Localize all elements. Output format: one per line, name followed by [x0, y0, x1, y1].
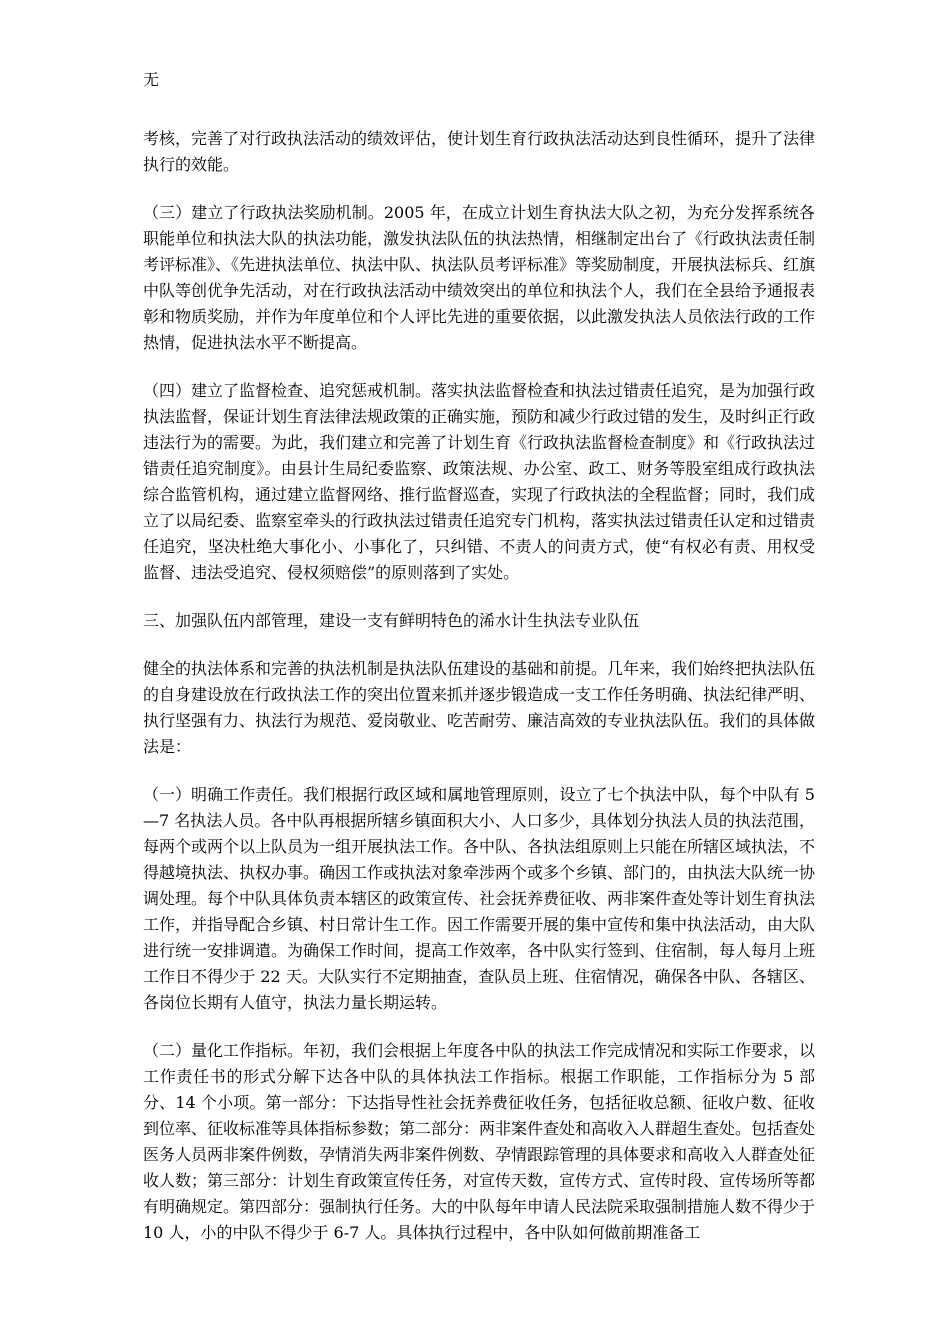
page-header-text: 无 [143, 70, 160, 89]
section-heading-team-management: 三、加强队伍内部管理，建设一支有鲜明特色的浠水计生执法专业队伍 [143, 611, 640, 630]
paragraph-reward-mechanism: （三）建立了行政执法奖励机制。2005 年，在成立计划生育执法大队之初，为充分发挥系统各职能单位和执法大队的执法功能，激发执法队伍的执法热情，相继制定出台了《行政执法责任制考评标准》、《先进执法单位、执法中队、执法队员考评标准》等奖励制度，开展执法标兵、红旗中队等创优争先活动，对在行政执法活动中绩效突出的单位和执法个人，我们在全县给予通报表彰和物质奖励，并作为年度单位和个人评比先进的重要依据，以此激发执法人员依法行政的工作热情，促进执法水平不断提高。 [143, 203, 816, 352]
paragraph-work-responsibility: （一）明确工作责任。我们根据行政区域和属地管理原则，设立了七个执法中队，每个中队有 5—7 名执法人员。各中队再根据所辖乡镇面积大小、人口多少，具体划分执法人员的执法范围，每两个或两个以上队员为一组开展执法工作。各中队、各执法组原则上只能在所辖区域执法，不得越境执法、执权办事。确因工作或执法对象牵涉两个或多个乡镇、部门的，由执法大队统一协调处理。每个中队具体负责本辖区的政策宣传、社会抚养费征收、两非案件查处等计划生育执法工作，并指导配合乡镇、村日常计生工作。因工作需要开展的集中宣传和集中执法活动，由大队进行统一安排调遣。为确保工作时间，提高工作效率，各中队实行签到、住宿制，每人每月上班工作日不得少于 22 天。大队实行不定期抽查，查队员上班、住宿情况，确保各中队、各辖区、各岗位长期有人值守，执法力量长期运转。 [143, 785, 816, 1012]
paragraph-team-building-intro: 健全的执法体系和完善的执法机制是执法队伍建设的基础和前提。几年来，我们始终把执法队伍的自身建设放在行政执法工作的突出位置来抓并逐步锻造成一支工作任务明确、执法纪律严明、执行坚强有力、执法行为规范、爱岗敬业、吃苦耐劳、廉洁高效的专业执法队伍。我们的具体做法是： [143, 659, 816, 756]
document-body [143, 126, 815, 1268]
paragraph-quantified-targets: （二）量化工作指标。年初，我们会根据上年度各中队的执法工作完成情况和实际工作要求，以工作责任书的形式分解下达各中队的具体执法工作指标。根据工作职能，工作指标分为 5 部分、14 个小项。第一部分：下达指导性社会抚养费征收任务，包括征收总额、征收户数、征收到位率、征收标准等具体指标参数；第二部分：两非案件查处和高收入人群超生查处。包括查处医务人员两非案件例数，孕情消失两非案件例数、孕情跟踪管理的具体要求和高收入人群查处征收人数；第三部分：计划生育政策宣传任务，对宣传天数，宣传方式、宣传时段、宣传场所等都有明确规定。第四部分：强制执行任务。大的中队每年申请人民法院采取强制措施人数不得少于 10 人，小的中队不得少于 6-7 人。具体执行过程中，各中队如何做前期准备工 [143, 1041, 816, 1242]
paragraph-assessment-continuation: 考核，完善了对行政执法活动的绩效评估，使计划生育行政执法活动达到良性循环，提升了法律执行的效能。 [143, 129, 816, 174]
paragraph-supervision-mechanism: （四）建立了监督检查、追究惩戒机制。落实执法监督检查和执法过错责任追究，是为加强行政执法监督，保证计划生育法律法规政策的正确实施，预防和减少行政过错的发生，及时纠正行政违法行为的需要。为此，我们建立和完善了计划生育《行政执法监督检查制度》和《行政执法过错责任追究制度》。由县计生局纪委监察、政策法规、办公室、政工、财务等股室组成行政执法综合监管机构，通过建立监督网络、推行监督巡查，实现了行政执法的全程监督；同时，我们成立了以局纪委、监察室牵头的行政执法过错责任追究专门机构，落实执法过错责任认定和过错责任追究，坚决杜绝大事化小、小事化了，只纠错、不责人的问责方式，使“有权必有责、用权受监督、违法受追究、侵权须赔偿”的原则落到了实处。 [143, 381, 816, 582]
